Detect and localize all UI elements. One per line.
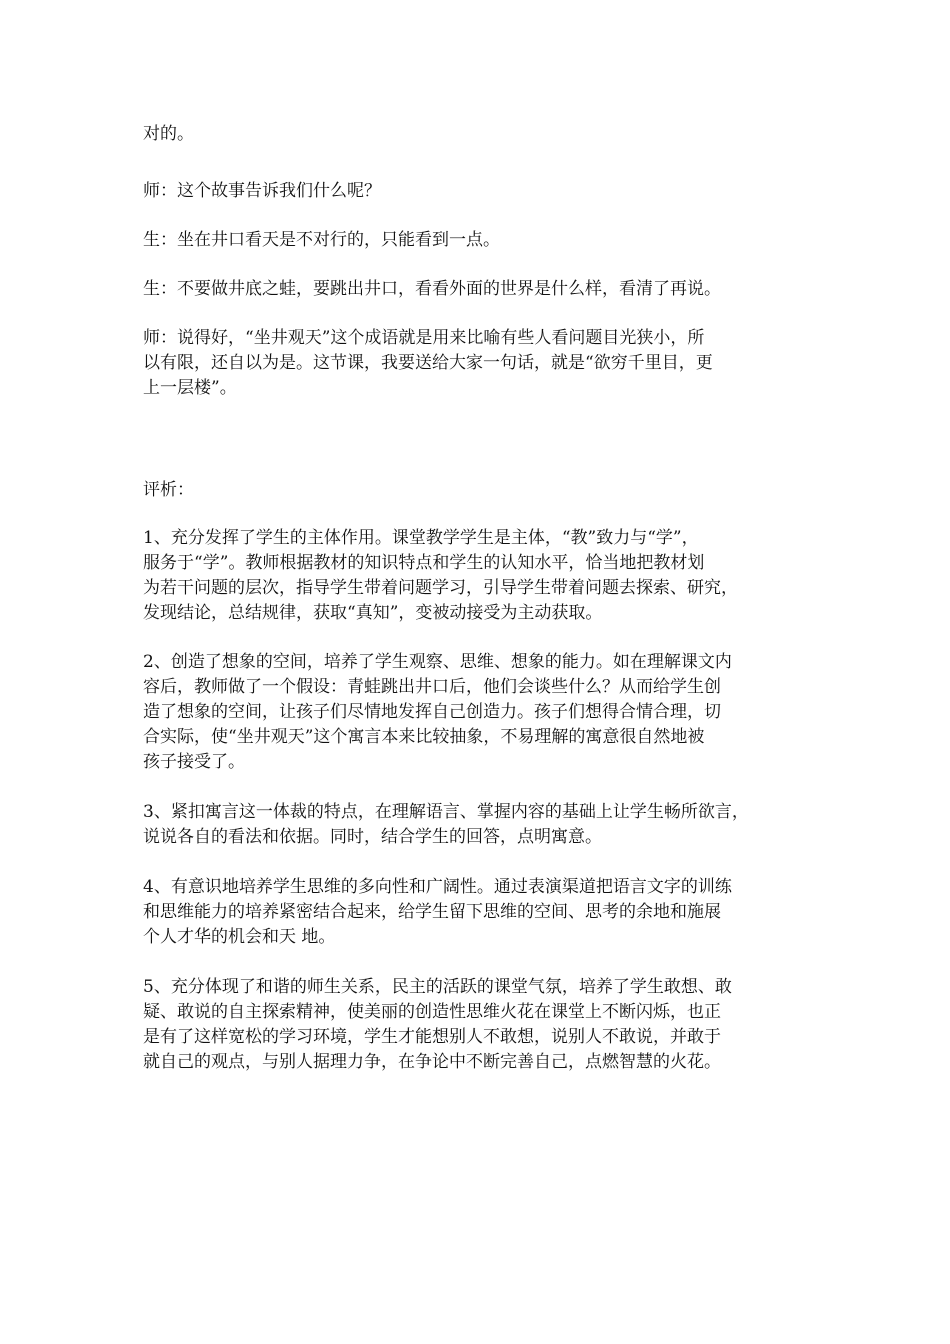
text-line: 和思维能力的培养紧密结合起来，给学生留下思维的空间、思考的余地和施展 (143, 902, 721, 922)
heading-text: 评析： (143, 480, 194, 500)
analysis-heading (143, 478, 833, 503)
text-line: 就自己的观点，与别人据理力争，在争论中不断完善自己，点燃智慧的火花。 (143, 1052, 721, 1072)
text-line: 3、紧扣寓言这一体裁的特点，在理解语言、掌握内容的基础上让学生畅所欲言， (143, 802, 749, 822)
dialogue-paragraph (143, 277, 833, 302)
dialogue-paragraph (143, 179, 833, 204)
text-line: 为若干问题的层次，指导学生带着问题学习，引导学生带着问题去探索、研究， (143, 578, 738, 598)
text-line: 个人才华的机会和天 地。 (143, 927, 336, 947)
text-line: 4、有意识地培养学生思维的多向性和广阔性。通过表演渠道把语言文字的训练 (143, 877, 732, 897)
dialogue-paragraph (143, 326, 833, 401)
text-line: 疑、敢说的自主探索精神，使美丽的创造性思维火花在课堂上不断闪烁，也正 (143, 1002, 721, 1022)
text-line: 对的。 (143, 124, 194, 144)
text-line: 1、充分发挥了学生的主体作用。课堂教学学生是主体，“教”致力与“学”， (143, 528, 699, 548)
text-line: 师：这个故事告诉我们什么呢？ (143, 181, 381, 201)
analysis-point (143, 975, 833, 1075)
analysis-point (143, 650, 833, 775)
text-line: 以有限，还自以为是。这节课，我要送给大家一句话，就是“欲穷千里目，更 (143, 353, 713, 373)
text-line: 师：说得好，“坐井观天”这个成语就是用来比喻有些人看问题目光狭小，所 (143, 328, 705, 348)
analysis-point (143, 526, 833, 626)
text-line: 发现结论，总结规律，获取“真知”，变被动接受为主动获取。 (143, 603, 603, 623)
text-line: 服务于“学”。教师根据教材的知识特点和学生的认知水平，恰当地把教材划 (143, 553, 705, 573)
text-line: 孩子接受了。 (143, 752, 245, 772)
text-line: 合实际，使“坐井观天”这个寓言本来比较抽象，不易理解的寓意很自然地被 (143, 727, 705, 747)
dialogue-paragraph (143, 228, 833, 253)
text-line: 2、创造了想象的空间，培养了学生观察、思维、想象的能力。如在理解课文内 (143, 652, 732, 672)
text-line: 生：坐在井口看天是不对行的，只能看到一点。 (143, 230, 500, 250)
text-line: 容后，教师做了一个假设：青蛙跳出井口后，他们会谈些什么？从而给学生创 (143, 677, 721, 697)
analysis-point (143, 800, 833, 850)
text-line: 5、充分体现了和谐的师生关系，民主的活跃的课堂气氛，培养了学生敢想、敢 (143, 977, 732, 997)
analysis-point (143, 875, 833, 950)
text-line: 生：不要做井底之蛙，要跳出井口，看看外面的世界是什么样，看清了再说。 (143, 279, 721, 299)
text-line: 造了想象的空间，让孩子们尽情地发挥自己创造力。孩子们想得合情合理，切 (143, 702, 721, 722)
text-line: 说说各自的看法和依据。同时，结合学生的回答，点明寓意。 (143, 827, 602, 847)
dialogue-paragraph (143, 122, 833, 147)
text-line: 是有了这样宽松的学习环境，学生才能想别人不敢想，说别人不敢说，并敢于 (143, 1027, 721, 1047)
text-line: 上一层楼”。 (143, 378, 237, 398)
